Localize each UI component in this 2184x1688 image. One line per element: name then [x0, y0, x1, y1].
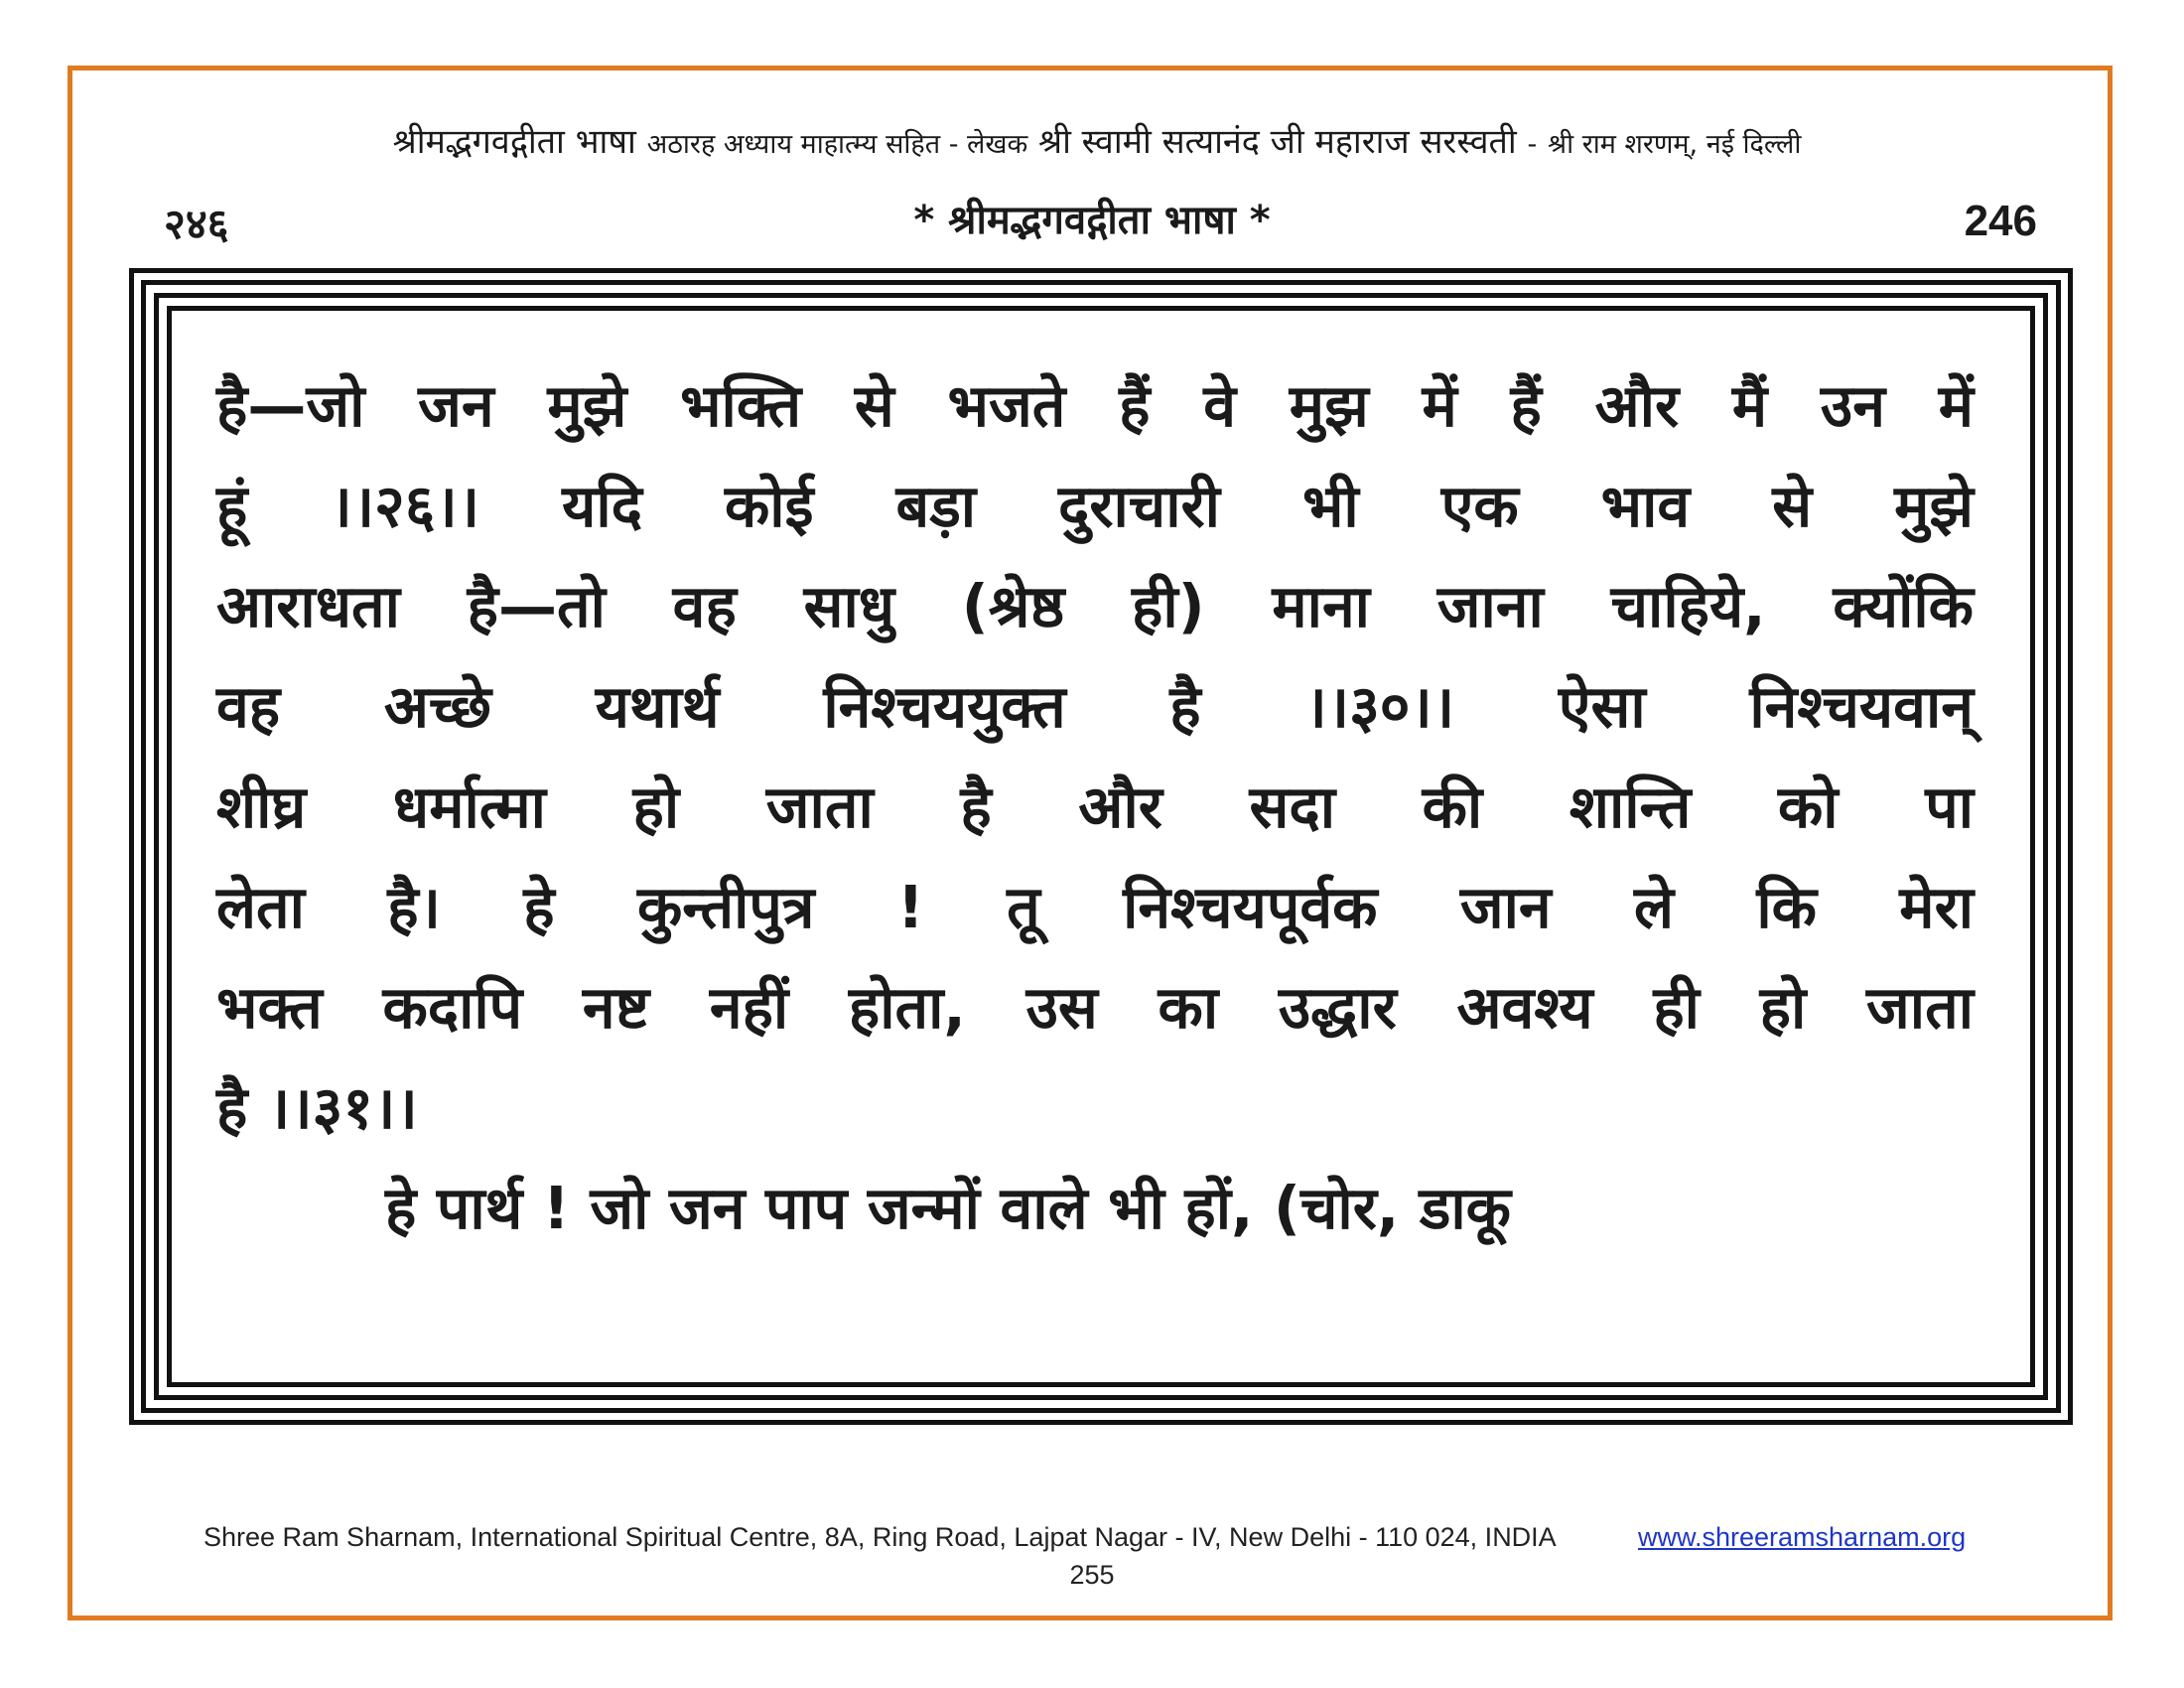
- text-line: हूं ।।२६।। यदि कोई बड़ा दुराचारी भी एक भाव से मुझे: [216, 472, 1974, 540]
- footer-address: Shree Ram Sharnam, International Spiritual Centre, 8A, Ring Road, Lajpat Nagar - IV, New Delhi - 110 024, INDIA: [204, 1522, 1557, 1552]
- text-line: भक्त कदापि नष्ट नहीं होता, उस का उद्धार अवश्य ही हो जाता: [216, 973, 1974, 1042]
- text-line: है ।।३१।।: [216, 1073, 418, 1142]
- page-title: * श्रीमद्भगवद्गीता भाषा *: [913, 198, 1271, 243]
- header-separator: -: [1527, 129, 1538, 160]
- text-line: लेता है। हे कुन्तीपुत्र ! तू निश्चयपूर्वक जान ले कि मेरा: [216, 873, 1974, 941]
- paragraph-start: हे पार्थ ! जो जन पाप जन्मों वाले भी हों, (चोर, डाकू: [385, 1174, 1511, 1242]
- page-number-latin: 246: [1964, 197, 2037, 245]
- pdf-page-number: 255: [1069, 1560, 1115, 1590]
- book-title: श्रीमद्भगवद्गीता भाषा: [392, 122, 636, 162]
- document-header: [134, 117, 2060, 163]
- scripture-text: [216, 355, 1974, 1258]
- website-link[interactable]: www.shreeramsharnam.org: [1638, 1522, 1967, 1552]
- text-line: शीघ्र धर्मात्मा हो जाता है और सदा की शान्ति को पा: [216, 773, 1974, 841]
- header-publisher: श्री राम शरणम्, नई दिल्ली: [1548, 129, 1802, 160]
- text-line: वह अच्छे यथार्थ निश्चययुक्त है ।।३०।। ऐसा निश्चयवान्: [216, 672, 1974, 741]
- page-number-devanagari: २४६: [164, 200, 229, 248]
- text-line: है—जो जन मुझे भक्ति से भजते हैं वे मुझ में हैं और मैं उन में: [216, 371, 1974, 440]
- header-author: श्री स्वामी सत्यानंद जी महाराज सरस्वती: [1038, 122, 1517, 162]
- text-line: आराधता है—तो वह साधु (श्रेष्ठ ही) माना जाना चाहिये, क्योंकि: [216, 572, 1974, 640]
- header-subtitle: अठारह अध्याय माहात्म्य सहित - लेखक: [646, 129, 1028, 160]
